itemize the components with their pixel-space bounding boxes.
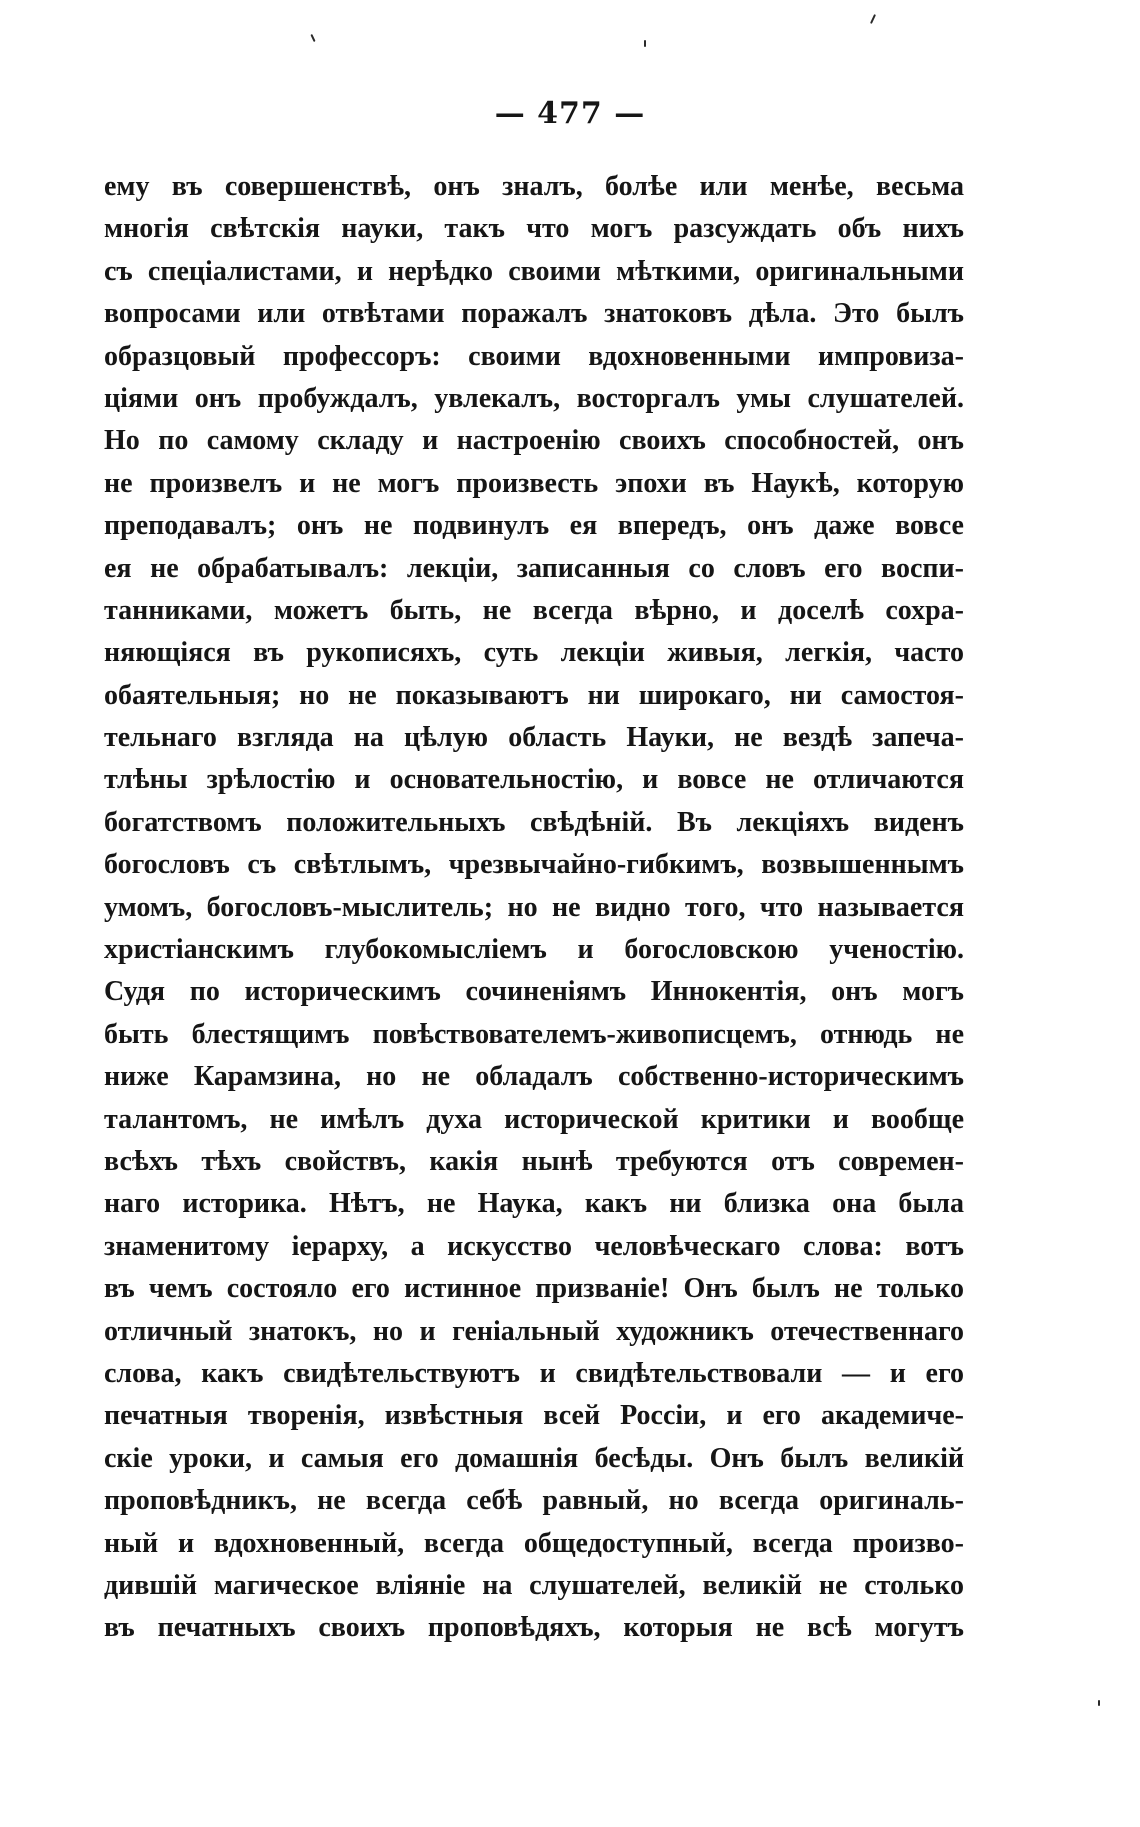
page-number: — 477 —: [494, 96, 646, 131]
text-line: тельнаго взгляда на цѣлую область Науки, не вездѣ запеча-: [104, 722, 964, 754]
text-line: наго историка. Нѣтъ, не Наука, какъ ни близка она была: [104, 1188, 964, 1220]
text-line: отличный знатокъ, но и геніальный художникъ отечественнаго: [104, 1315, 964, 1347]
text-line: въ печатныхъ своихъ проповѣдяхъ, которыя не всѣ могутъ: [104, 1612, 964, 1644]
text-line: Судя по историческимъ сочиненіямъ Иннокентія, онъ могъ: [104, 976, 964, 1008]
text-line: проповѣдникъ, не всегда себѣ равный, но всегда оригиналь-: [104, 1485, 964, 1517]
text-line: танниками, можетъ быть, не всегда вѣрно, и доселѣ сохра-: [104, 594, 964, 626]
print-speck: [310, 34, 315, 42]
text-line: тлѣны зрѣлостію и основательностію, и вовсе не отличаются: [104, 764, 964, 796]
text-line: ный и вдохновенный, всегда общедоступный, всегда произво-: [104, 1527, 964, 1559]
text-line: богословъ съ свѣтлымъ, чрезвычайно-гибкимъ, возвышеннымъ: [104, 849, 964, 881]
text-line: въ чемъ состояло его истинное призваніе! Онъ былъ не только: [104, 1273, 964, 1305]
text-line: съ спеціалистами, и нерѣдко своими мѣткими, оригинальными: [104, 255, 964, 287]
print-speck: [644, 40, 646, 47]
text-line: Но по самому складу и настроенію своихъ способностей, онъ: [104, 425, 964, 457]
print-speck: [1098, 1700, 1100, 1706]
text-line: печатныя творенія, извѣстныя всей Россіи, и его академиче-: [104, 1400, 964, 1432]
text-line: не произвелъ и не могъ произвесть эпохи въ Наукѣ, которую: [104, 467, 964, 499]
text-line: всѣхъ тѣхъ свойствъ, какія нынѣ требуются отъ современ-: [104, 1145, 964, 1177]
text-line: быть блестящимъ повѣствователемъ-живописцемъ, отнюдь не: [104, 1018, 964, 1050]
text-line: образцовый профессоръ: своими вдохновенными импровиза-: [104, 340, 964, 372]
text-line: талантомъ, не имѣлъ духа исторической критики и вообще: [104, 1103, 964, 1135]
text-line: ему въ совершенствѣ, онъ зналъ, болѣе или менѣе, весьма: [104, 171, 964, 202]
text-line: няющіяся въ рукописяхъ, суть лекціи живыя, легкія, часто: [104, 637, 964, 669]
text-line: богатствомъ положительныхъ свѣдѣній. Въ лекціяхъ виденъ: [104, 806, 964, 838]
text-line: дившій магическое вліяніе на слушателей, великій не столько: [104, 1569, 964, 1601]
text-line: обаятельныя; но не показываютъ ни широкаго, ни самостоя-: [104, 679, 964, 711]
text-line: преподавалъ; онъ не подвинулъ ея впередъ, онъ даже вовсе: [104, 510, 964, 542]
text-line: христіанскимъ глубокомысліемъ и богословскою ученостію.: [104, 934, 964, 966]
text-line: умомъ, богословъ-мыслитель; но не видно того, что называется: [104, 891, 964, 923]
text-line: вопросами или отвѣтами поражалъ знатоковъ дѣла. Это былъ: [104, 298, 964, 330]
print-speck: [870, 14, 876, 24]
text-line: скіе уроки, и самыя его домашнія бесѣды. Онъ былъ великій: [104, 1442, 964, 1474]
text-line: знаменитому іерарху, а искусство человѣческаго слова: вотъ: [104, 1230, 964, 1262]
text-line: многія свѣтскія науки, такъ что могъ разсуждать объ нихъ: [104, 213, 964, 245]
text-line: ея не обрабатывалъ: лекціи, записанныя со словъ его воспи-: [104, 552, 964, 584]
body-text: [104, 166, 964, 1650]
text-line: ціями онъ пробуждалъ, увлекалъ, восторгалъ умы слушателей.: [104, 382, 964, 414]
text-line: слова, какъ свидѣтельствуютъ и свидѣтельствовали — и его: [104, 1357, 964, 1389]
text-line: ниже Карамзина, но не обладалъ собственно-историческимъ: [104, 1061, 964, 1093]
